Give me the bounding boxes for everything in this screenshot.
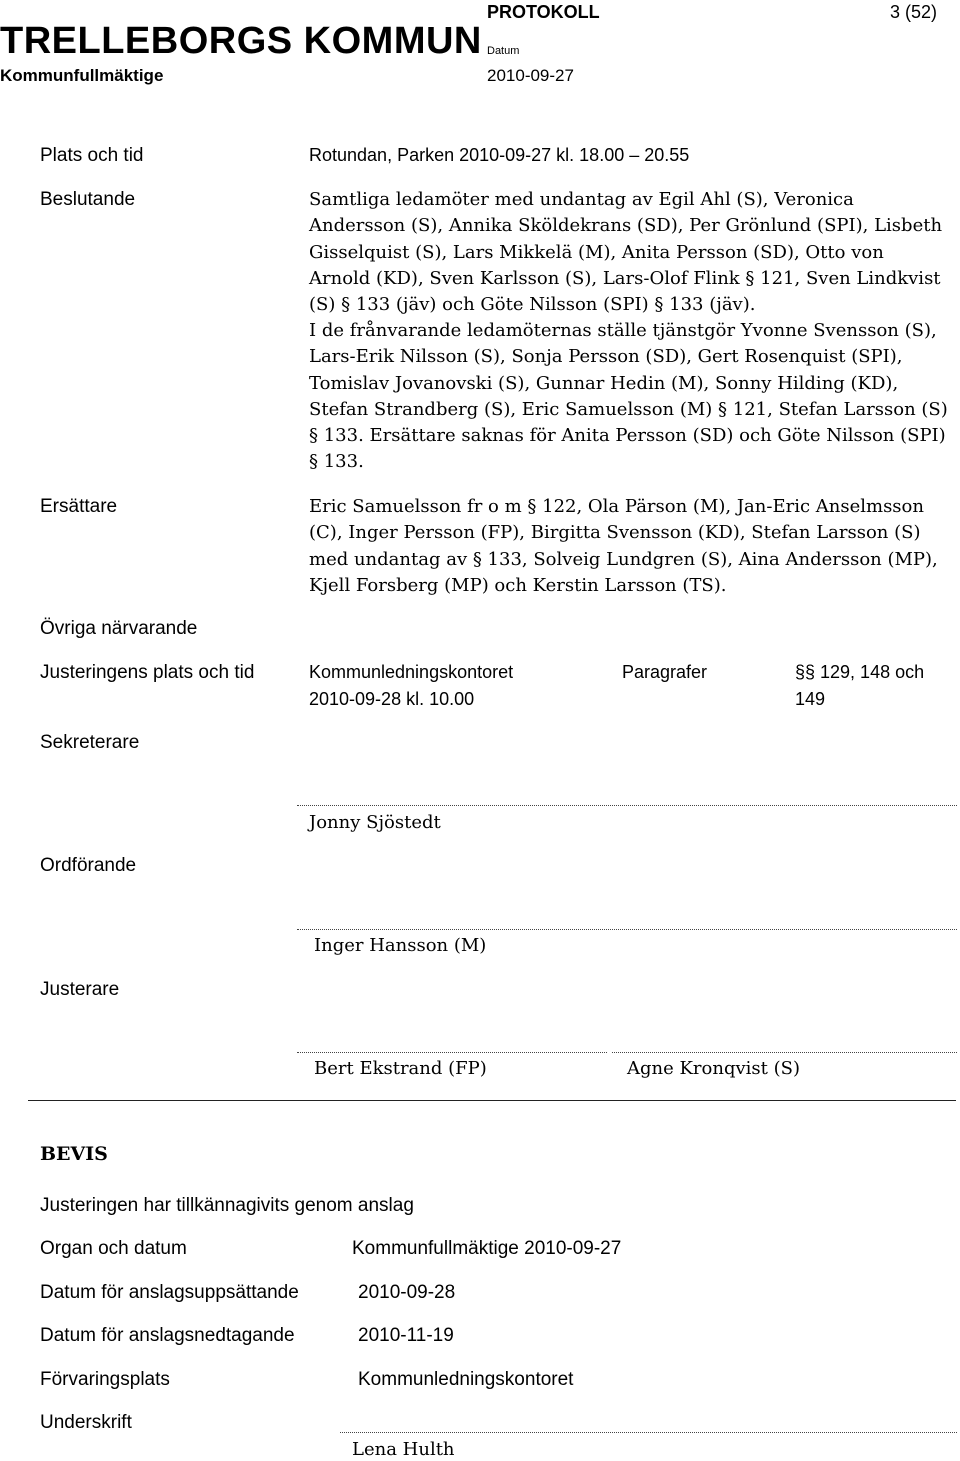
adjuster1-signature-line [297,1052,607,1053]
adjust-place: Kommunledningskontoret [309,662,514,682]
posted-value: 2010-09-28 [358,1282,456,1303]
decision-text-substitution: I de frånvarande ledamöternas ställe tjänstgör Yvonne Svensson (S), Lars-Erik Nilsson (S), Sonja Persson (SD), Gert Rosenquist (SPI), Tomislav Jovanovski (S), Gunnar Hedin (M), Sonny Hilding (KD), Stefan Strandberg (S), Eric Samuelsson (M) § 121, Stefan Larsson (S) § 133. Ersättare saknas för Anita Persson (SD) och Göte Nilsson (SPI) § 133. [309,320,948,473]
substitutes-label: Ersättare [40,496,118,517]
section-divider [28,1100,956,1101]
signature-label: Underskrift [40,1412,132,1433]
place-label: Plats och tid [40,145,144,166]
bevis-title: BEVIS [40,1143,108,1165]
signature-line [340,1432,957,1433]
chair-signature-line [297,929,957,930]
chair-label: Ordförande [40,855,137,876]
place-value: Rotundan, Parken 2010-09-27 kl. 18.00 – 20.55 [309,145,690,165]
storage-value: Kommunledningskontoret [358,1369,574,1390]
chair-name: Inger Hansson (M) [314,935,487,956]
org-name: TRELLEBORGS KOMMUN [0,20,482,62]
department: Kommunfullmäktige [0,66,164,85]
removed-label: Datum för anslagsnedtagande [40,1325,295,1346]
secretary-label: Sekreterare [40,732,140,753]
organ-label: Organ och datum [40,1238,187,1259]
date-label: Datum [487,45,520,57]
decision-text: Samtliga ledamöter med undantag av Egil Ahl (S), Veronica Andersson (S), Annika Sköldekrans (SD), Per Grönlund (SPI), Lisbeth Gisselquist (S), Lars Mikkelä (M), Anita Persson (SD), Otto von Arnold (KD), Sven Karlsson (S), Lars-Olof Flink § 121, Sven Lindkvist (S) § 133 (jäv) och Göte Nilsson (SPI) § 133 (jäv). [309,189,943,316]
adjuster2-signature-line [612,1052,957,1053]
secretary-name: Jonny Sjöstedt [309,812,441,833]
adjuster1-name: Bert Ekstrand (FP) [314,1058,487,1079]
paragraphs-value-cont: 149 [795,689,826,709]
paragraphs-label: Paragrafer [622,662,708,682]
bevis-intro: Justeringen har tillkännagivits genom anslag [40,1195,414,1216]
adjusters-label: Justerare [40,979,120,1000]
organ-value: Kommunfullmäktige 2010-09-27 [352,1238,622,1259]
posted-label: Datum för anslagsuppsättande [40,1282,299,1303]
paragraphs-value: §§ 129, 148 och [795,662,925,682]
decision-label: Beslutande [40,189,136,210]
document-type: PROTOKOLL [487,2,600,22]
secretary-signature-line [297,805,957,806]
substitutes-text: Eric Samuelsson fr o m § 122, Ola Pärson (M), Jan-Eric Anselmsson (C), Inger Persson (FP), Birgitta Svensson (KD), Stefan Larsson (S) med undantag av § 133, Solveig Lundgren (S), Aina Andersson (MP), Kjell Forsberg (MP) och Kerstin Larsson (TS). [309,496,938,596]
adjuster2-name: Agne Kronqvist (S) [627,1058,800,1079]
signature-name: Lena Hulth [352,1439,455,1460]
removed-value: 2010-11-19 [358,1325,454,1346]
others-label: Övriga närvarande [40,618,198,639]
adjust-time: 2010-09-28 kl. 10.00 [309,689,475,709]
adjust-label: Justeringens plats och tid [40,662,255,683]
page-number: 3 (52) [890,2,938,22]
storage-label: Förvaringsplats [40,1369,170,1390]
date-value: 2010-09-27 [487,66,574,85]
